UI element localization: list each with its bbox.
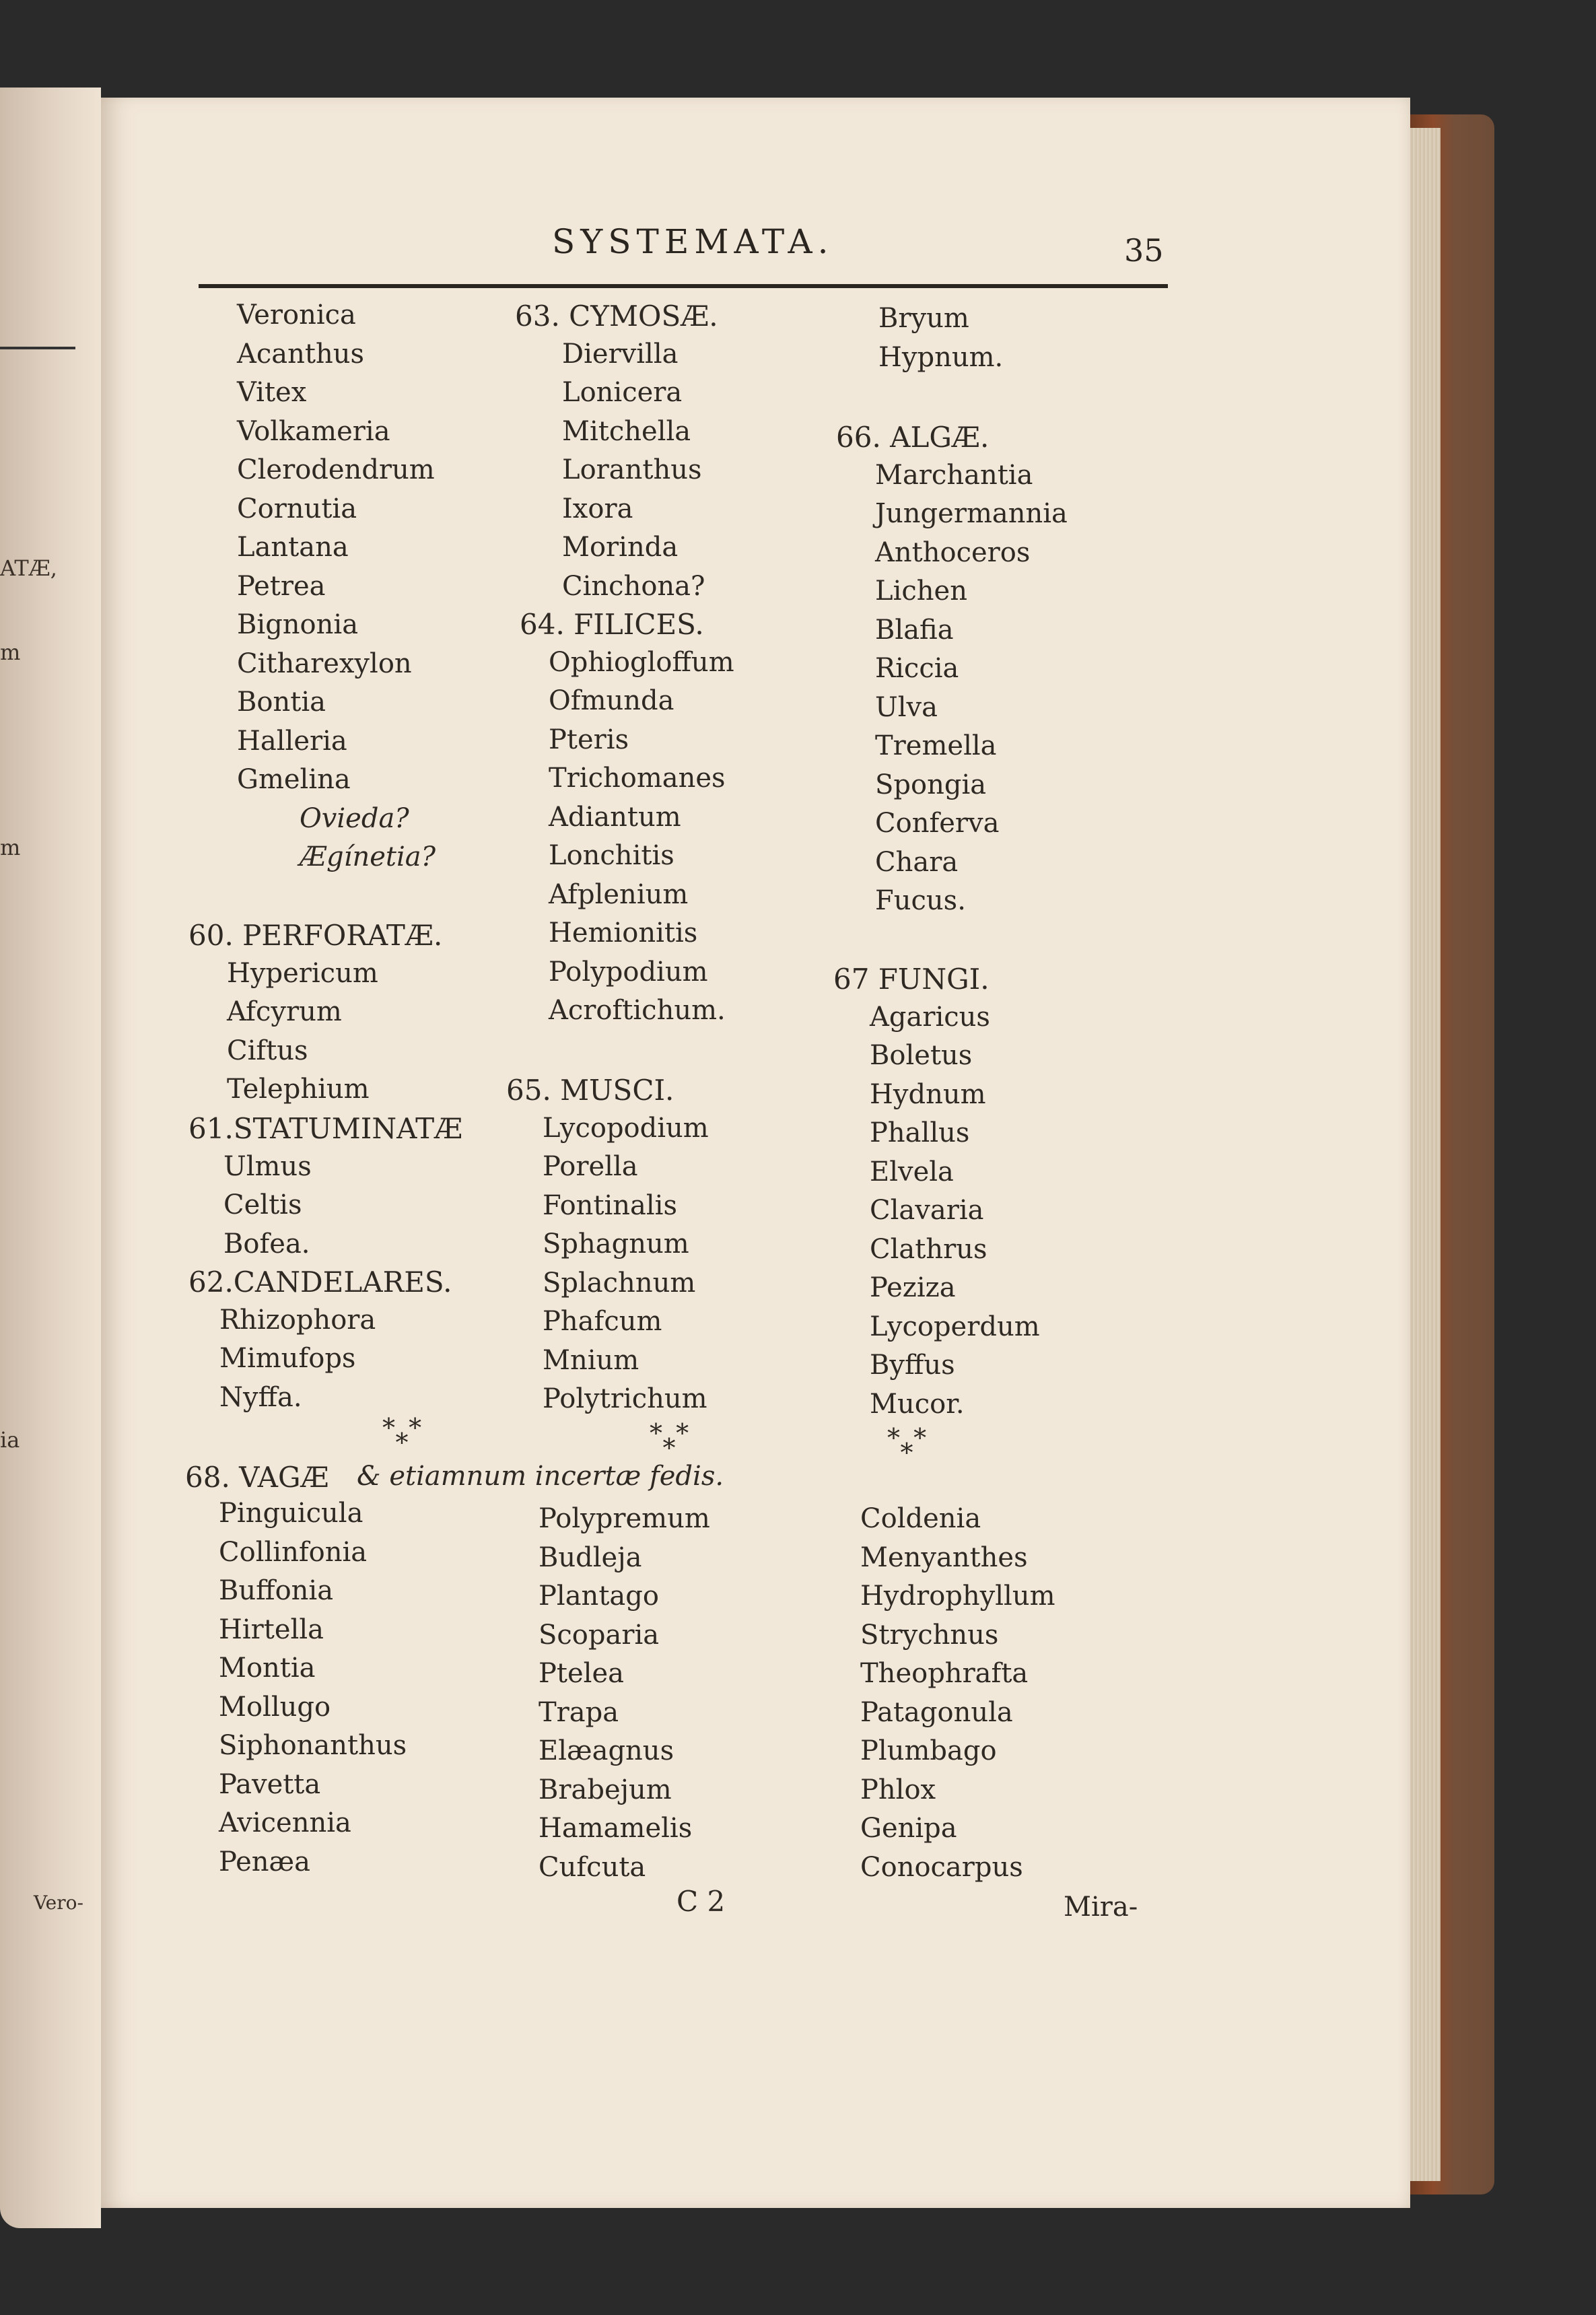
genus-entry: Bontia [237, 687, 326, 718]
genus-entry: Conferva [875, 808, 1000, 839]
order-heading: 61.STATUMINATÆ [188, 1112, 463, 1145]
genus-entry: Hydnum [870, 1078, 986, 1110]
genus-entry: Mitchella [562, 415, 691, 447]
genus-entry: Trichomanes [549, 763, 726, 794]
genus-entry: Fucus. [875, 885, 966, 916]
left-fragment: m [0, 640, 21, 665]
genus-entry: Boletus [870, 1040, 973, 1071]
genus-entry: Ophiogloffum [549, 646, 734, 678]
genus-entry: Buffonia [219, 1575, 334, 1606]
genus-entry: Mucor. [870, 1388, 965, 1420]
catchword: Mira- [1064, 1892, 1138, 1923]
genus-entry: Halleria [237, 725, 347, 757]
genus-entry: Vitex [237, 377, 307, 408]
genus-entry: Lichen [875, 576, 967, 607]
left-catchword: Vero- [34, 1892, 83, 1914]
genus-entry: Lantana [237, 532, 349, 563]
genus-entry: Bignonia [237, 609, 359, 640]
genus-entry: Polytrichum [543, 1383, 707, 1414]
genus-entry: Lycopodium [543, 1112, 709, 1144]
genus-entry: Scoparia [539, 1619, 660, 1651]
genus-entry: Ulmus [223, 1150, 312, 1182]
genus-entry: Nyffa. [219, 1381, 302, 1413]
genus-entry: Petrea [237, 570, 326, 602]
order-heading-continuation: & etiamnum incertæ fedis. [357, 1461, 724, 1492]
genus-entry-uncertain: Ovieda? [300, 802, 409, 834]
genus-entry: Volkameria [237, 415, 390, 447]
left-fragment: m [0, 835, 21, 860]
genus-entry: Tremella [875, 730, 997, 761]
genus-entry: Mnium [543, 1344, 639, 1376]
genus-entry: Marchantia [875, 459, 1033, 491]
page-block-edge [1410, 128, 1441, 2181]
genus-entry: Lycoperdum [870, 1311, 1040, 1342]
genus-entry: Hydrophyllum [860, 1581, 1055, 1612]
genus-entry: Strychnus [860, 1619, 999, 1651]
genus-entry: Clavaria [870, 1195, 984, 1226]
genus-entry: Acroftichum. [549, 995, 726, 1026]
genus-entry: Phallus [870, 1117, 970, 1148]
genus-entry: Bryum [878, 303, 969, 334]
genus-entry: Adiantum [549, 801, 681, 833]
genus-entry: Phafcum [543, 1306, 662, 1337]
genus-entry: Veronica [237, 300, 356, 331]
genus-entry: Telephium [227, 1074, 370, 1105]
genus-entry: Chara [875, 846, 959, 878]
genus-entry: Peziza [870, 1272, 956, 1303]
order-heading: 62.CANDELARES. [188, 1266, 452, 1299]
genus-entry: Ptelea [539, 1658, 624, 1689]
genus-entry: Hirtella [219, 1614, 324, 1645]
order-heading: 66. ALGÆ. [836, 421, 990, 454]
genus-entry: Sphagnum [543, 1229, 689, 1259]
left-page-rule [0, 347, 75, 349]
genus-entry: Patagonula [860, 1696, 1013, 1728]
genus-entry: Porella [543, 1151, 638, 1182]
genus-entry: Polypodium [549, 956, 708, 988]
order-heading: 65. MUSCI. [506, 1074, 674, 1107]
genus-entry: Byffus [870, 1350, 955, 1381]
genus-entry: Montia [219, 1653, 316, 1684]
genus-entry: Lonicera [562, 377, 683, 408]
genus-entry: Menyanthes [860, 1542, 1028, 1573]
running-head: SYSTEMATA. [552, 222, 834, 261]
genus-entry: Afplenium [549, 878, 689, 910]
genus-entry: Celtis [223, 1189, 302, 1220]
genus-entry: Rhizophora [219, 1304, 376, 1336]
genus-entry: Pteris [549, 724, 629, 755]
genus-entry: Mimufops [219, 1343, 356, 1374]
genus-entry: Hypericum [227, 957, 378, 989]
genus-entry: Morinda [562, 532, 679, 563]
order-heading: 64. FILICES. [520, 608, 704, 641]
genus-entry: Ulva [875, 691, 938, 723]
asterism-ornament: * * * [887, 1423, 930, 1467]
header-rule [199, 284, 1168, 288]
genus-entry: Avicennia [219, 1807, 351, 1838]
genus-entry: Budleja [539, 1542, 642, 1573]
genus-entry: Gmelina [237, 764, 351, 795]
genus-entry: Agaricus [870, 1001, 990, 1033]
left-fragment: ia [0, 1427, 20, 1453]
genus-entry: Clerodendrum [237, 454, 435, 485]
order-heading: 68. VAGÆ [185, 1461, 329, 1494]
genus-entry: Genipa [860, 1813, 957, 1844]
genus-entry: Ixora [562, 493, 633, 524]
asterism-ornament: * * * [650, 1418, 692, 1463]
genus-entry: Theophrafta [860, 1658, 1029, 1689]
genus-entry: Phlox [860, 1774, 936, 1805]
genus-entry: Spongia [875, 769, 987, 800]
genus-entry: Ciftus [227, 1035, 308, 1066]
genus-entry: Diervilla [562, 338, 679, 370]
genus-entry: Acanthus [237, 338, 365, 370]
genus-entry: Plantago [539, 1581, 659, 1612]
genus-entry: Lonchitis [549, 840, 674, 871]
genus-entry: Conocarpus [860, 1851, 1023, 1883]
genus-entry: Cufcuta [539, 1851, 646, 1883]
page-number: 35 [1124, 232, 1164, 269]
genus-entry: Citharexylon [237, 648, 412, 679]
genus-entry: Jungermannia [875, 498, 1068, 529]
genus-entry: Fontinalis [543, 1189, 677, 1221]
genus-entry: Collinfonia [219, 1536, 368, 1568]
genus-entry-uncertain: Ægínetia? [300, 841, 436, 872]
genus-entry: Bofea. [223, 1228, 310, 1259]
genus-entry: Cinchona? [562, 570, 705, 602]
genus-entry: Pavetta [219, 1768, 321, 1800]
signature-mark: C 2 [676, 1885, 726, 1918]
genus-entry: Pinguicula [219, 1498, 363, 1529]
genus-entry: Ofmunda [549, 685, 674, 716]
genus-entry: Riccia [875, 653, 959, 684]
order-heading: 63. CYMOSÆ. [515, 300, 718, 333]
genus-entry: Cornutia [237, 493, 357, 524]
genus-entry: Siphonanthus [219, 1730, 407, 1761]
genus-entry: Loranthus [562, 454, 702, 485]
genus-entry: Coldenia [860, 1503, 981, 1534]
genus-entry: Clathrus [870, 1233, 987, 1265]
genus-entry: Trapa [539, 1696, 619, 1728]
genus-entry: Blafia [875, 614, 954, 646]
order-heading: 67 FUNGI. [833, 963, 990, 996]
previous-page-edge [0, 88, 101, 2228]
genus-entry: Polypremum [539, 1503, 710, 1534]
genus-entry: Mollugo [219, 1691, 331, 1723]
genus-entry: Hamamelis [539, 1813, 693, 1844]
asterism-ornament: * * * [382, 1413, 425, 1457]
genus-entry: Anthoceros [875, 537, 1031, 568]
genus-entry: Elvela [870, 1156, 954, 1187]
genus-entry: Splachnum [543, 1267, 696, 1299]
genus-entry: Penæa [219, 1846, 310, 1877]
left-fragment: ATÆ, [0, 555, 57, 581]
genus-entry: Elæagnus [539, 1735, 674, 1766]
genus-entry: Afcyrum [227, 996, 342, 1027]
genus-entry: Hypnum. [878, 341, 1004, 373]
genus-entry: Hemionitis [549, 918, 698, 948]
order-heading: 60. PERFORATÆ. [188, 919, 443, 952]
genus-entry: Plumbago [860, 1735, 997, 1766]
genus-entry: Brabejum [539, 1774, 672, 1805]
